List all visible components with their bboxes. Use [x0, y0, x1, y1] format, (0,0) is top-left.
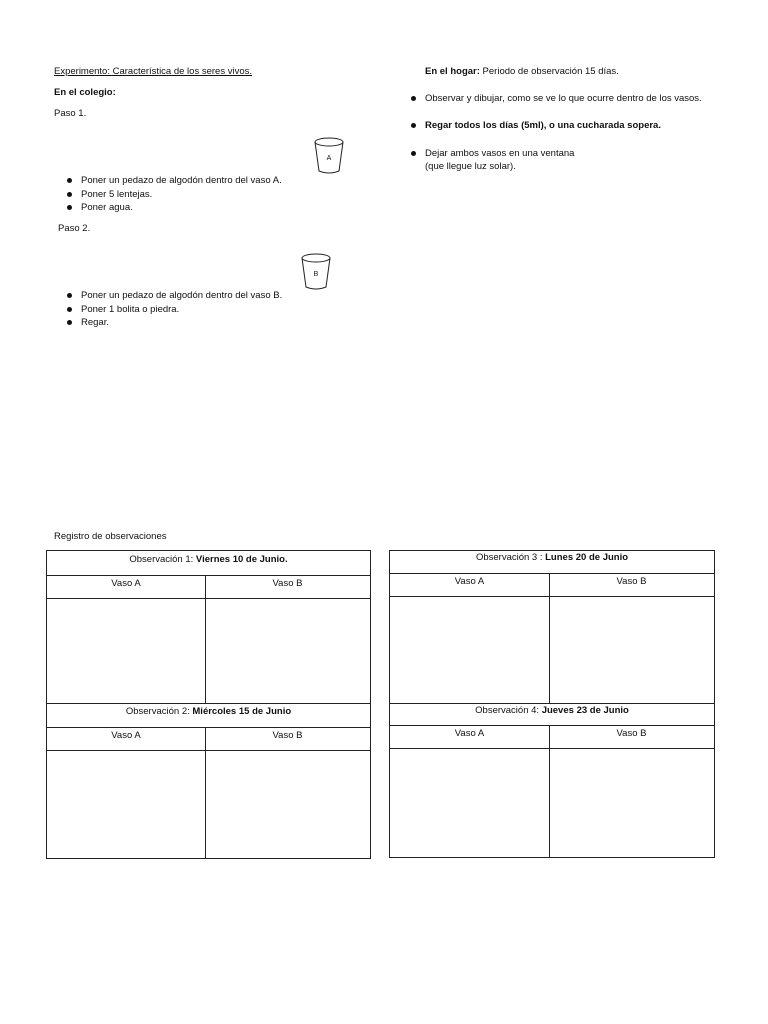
- home-list: [410, 92, 702, 105]
- step2-list: [66, 289, 282, 330]
- step1-list: [66, 174, 282, 215]
- list-item: [410, 147, 574, 173]
- list-item-line2: (que llegue luz solar).: [425, 161, 516, 172]
- obs4-col-a: Vaso A: [454, 728, 485, 739]
- list-item: Regar.: [66, 316, 282, 330]
- observation-table-left: [46, 550, 371, 859]
- cup-a-label: A: [326, 155, 332, 162]
- experiment-title: Experimento: Característica de los seres vivos.: [54, 66, 252, 77]
- cup-b-icon: [299, 252, 333, 292]
- obs3-header: Observación 3 : Lunes 20 de Junio: [475, 552, 629, 563]
- list-item: Regar todos los días (5ml), o una cucharada sopera.: [410, 119, 661, 132]
- cup-b-label: B: [313, 271, 319, 278]
- obs4-col-b: Vaso B: [616, 728, 647, 739]
- school-heading: En el colegio:: [54, 87, 116, 98]
- obs1-col-a: Vaso A: [111, 578, 141, 589]
- home-line: [425, 66, 619, 77]
- list-item: Poner un pedazo de algodón dentro del vaso B.: [66, 289, 282, 303]
- obs2-header: Observación 2: Miércoles 15 de Junio: [125, 706, 292, 717]
- list-item: Poner 5 lentejas.: [66, 188, 282, 202]
- cup-a-icon: [312, 136, 346, 176]
- list-item-line1: Dejar ambos vasos en una ventana: [425, 148, 575, 159]
- obs1-header: Observación 1: Viernes 10 de Junio.: [129, 554, 288, 565]
- obs3-col-a: Vaso A: [454, 576, 485, 587]
- list-item: Poner agua.: [66, 201, 282, 215]
- step2-label: Paso 2.: [58, 223, 91, 234]
- list-item: Poner 1 bolita o piedra.: [66, 303, 282, 317]
- home-list-window: [410, 147, 574, 173]
- list-item: Observar y dibujar, como se ve lo que ocurre dentro de los vasos.: [410, 92, 702, 105]
- obs1-col-b: Vaso B: [272, 578, 303, 589]
- obs2-col-b: Vaso B: [272, 730, 303, 741]
- registro-title: Registro de observaciones: [54, 531, 167, 542]
- home-text: Periodo de observación 15 días.: [479, 66, 619, 77]
- home-label: En el hogar:: [425, 66, 480, 77]
- list-item: Poner un pedazo de algodón dentro del vaso A.: [66, 174, 282, 188]
- obs4-header: Observación 4: Jueves 23 de Junio: [475, 705, 629, 716]
- home-list-bold: [410, 119, 661, 132]
- step1-label: Paso 1.: [54, 108, 87, 119]
- obs3-col-b: Vaso B: [616, 576, 647, 587]
- obs2-col-a: Vaso A: [111, 730, 141, 741]
- observation-table-right: [389, 550, 715, 858]
